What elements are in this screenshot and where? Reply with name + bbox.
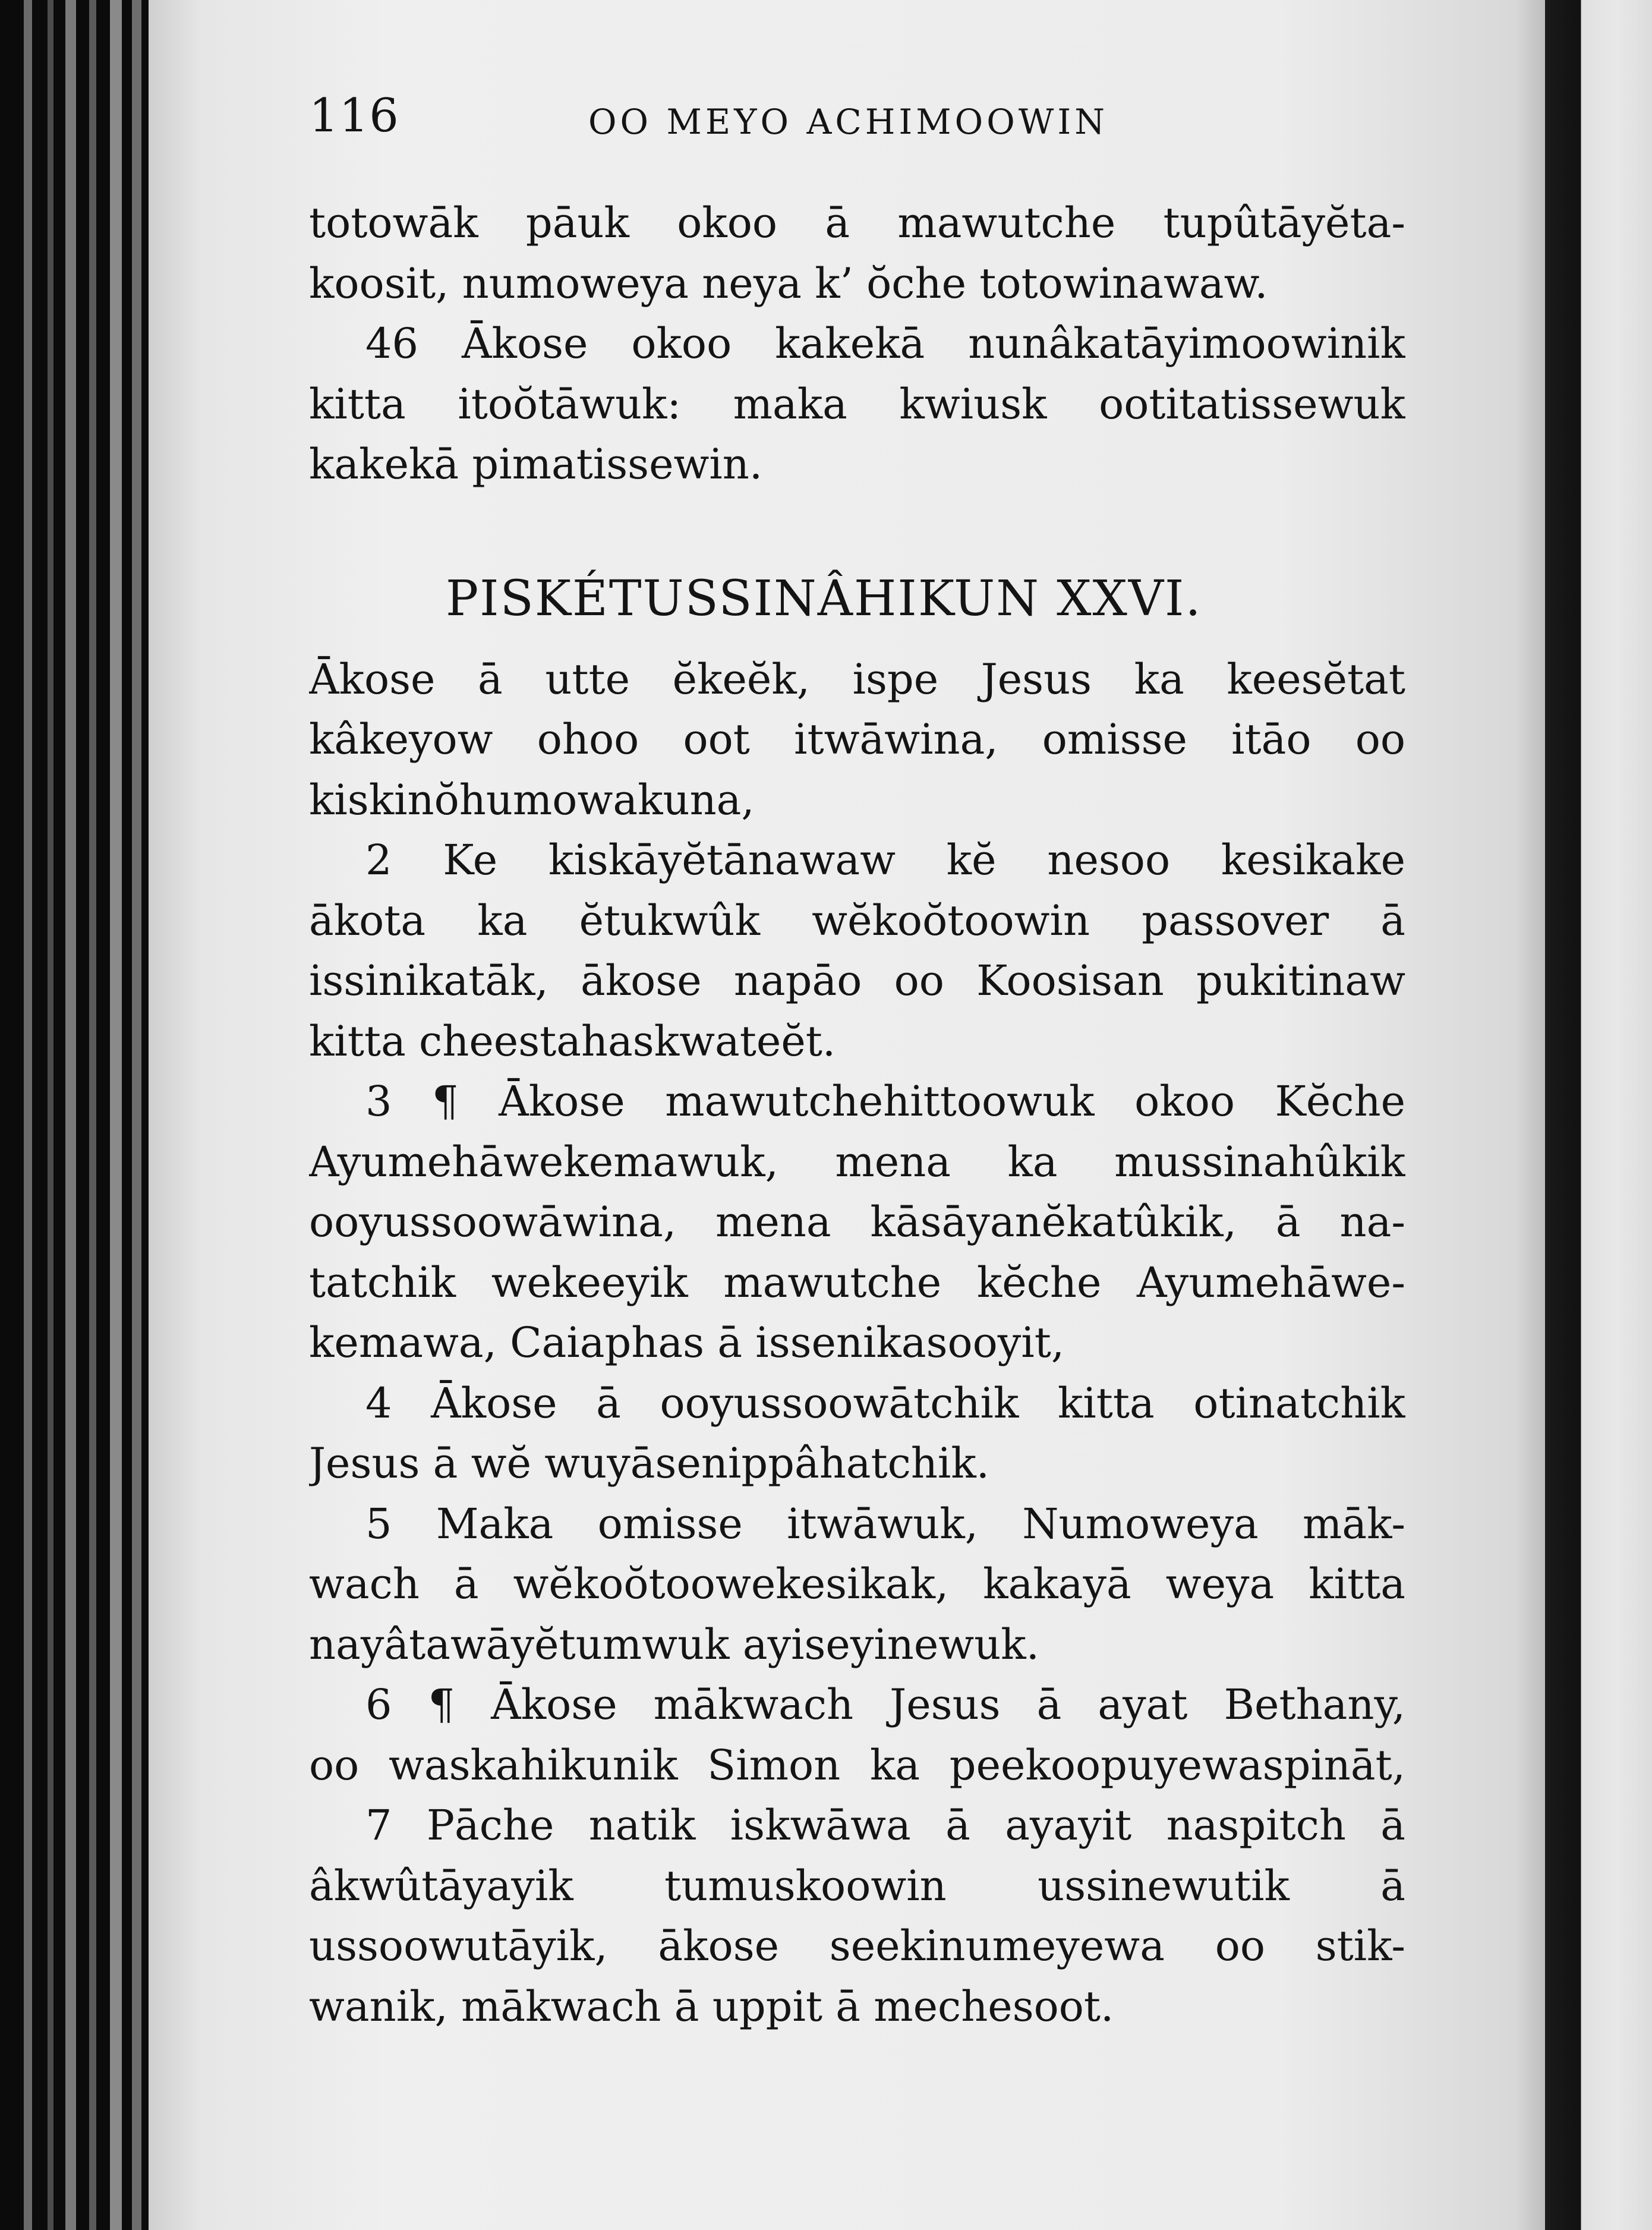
text-line: 5 Maka omisse itwāwuk, Numoweya māk- [365, 1499, 1405, 1548]
text-line: kemawa, Caiaphas ā issenikasooyit, [309, 1318, 1065, 1367]
page-edge [65, 0, 76, 2230]
text-line: 6 ¶ Ākose mākwach Jesus ā ayat Bethany, [365, 1680, 1405, 1729]
text-line: 4 Ākose ā ooyussoowātchik kitta otinatchik [365, 1378, 1405, 1428]
page-header [309, 83, 1408, 149]
page-edge [48, 0, 53, 2230]
text-line: 7 Pāche natik iskwāwa ā ayayit naspitch ā [365, 1801, 1405, 1850]
page-edge [89, 0, 96, 2230]
text-line: Ākose ā utte ĕkeĕk, ispe Jesus ka keesĕtat [309, 654, 1405, 704]
text-line: kakekā pimatissewin. [309, 440, 763, 489]
text-line: ussoowutāyik, ākose seekinumeyewa oo stik- [309, 1922, 1405, 1970]
text-line: Ayumehāwekemawuk, mena ka mussinahûkik [309, 1137, 1405, 1186]
text-line: kiskinŏhumowakuna, [309, 775, 755, 824]
page-body [309, 193, 1405, 2037]
text-line: ākota ka ĕtukwûk wĕkoŏtoowin passover ā [309, 896, 1405, 945]
text-line: wanik, mākwach ā uppit ā mechesoot. [309, 1982, 1114, 2031]
text-line: ooyussoowāwina, mena kāsāyanĕkatûkik, ā na- [309, 1198, 1405, 1246]
text-line: koosit, numoweya neya k’ ŏche totowinawaw. [309, 259, 1268, 308]
text-line: kitta itoŏtāwuk: maka kwiusk ootitatissewuk [309, 379, 1405, 429]
text-line: kâkeyow ohoo oot itwāwina, omisse itāo oo [309, 715, 1405, 764]
text-line: nayâtawāyĕtumwuk ayiseyinewuk. [309, 1620, 1039, 1669]
text-line: oo waskahikunik Simon ka peekoopuyewaspināt, [309, 1740, 1405, 1790]
page-number: 116 [309, 89, 399, 143]
running-head: OO MEYO ACHIMOOWIN [588, 102, 1109, 142]
text-line: tatchik wekeeyik mawutche kĕche Ayumehāwe- [309, 1258, 1405, 1307]
text-line: kitta cheestahaskwateĕt. [309, 1016, 836, 1066]
text-line: wach ā wĕkoŏtoowekesikak, kakayā weya kitta [309, 1560, 1405, 1608]
page-edge [132, 0, 141, 2230]
text-line: 46 Ākose okoo kakekā nunâkatāyimoowinik [365, 319, 1405, 368]
chapter-heading: PISKÉTUSSINÂHIKUN XXVI. [446, 570, 1202, 627]
gutter-edge [1545, 0, 1652, 2230]
text-line: âkwûtāyayik tumuskoowin ussinewutik ā [309, 1861, 1405, 1910]
text-line: 3 ¶ Ākose mawutchehittoowuk okoo Kĕche [365, 1077, 1405, 1126]
text-line: issinikatāk, ākose napāo oo Koosisan pukitinaw [309, 956, 1405, 1005]
page-edge [24, 0, 32, 2230]
text-line: 2 Ke kiskāyĕtānawaw kĕ nesoo kesikake [365, 836, 1405, 884]
text-line: totowāk pāuk okoo ā mawutche tupûtāyĕta- [309, 199, 1405, 247]
text-line: Jesus ā wĕ wuyāsenippâhatchik. [309, 1439, 989, 1488]
page-edge [110, 0, 122, 2230]
